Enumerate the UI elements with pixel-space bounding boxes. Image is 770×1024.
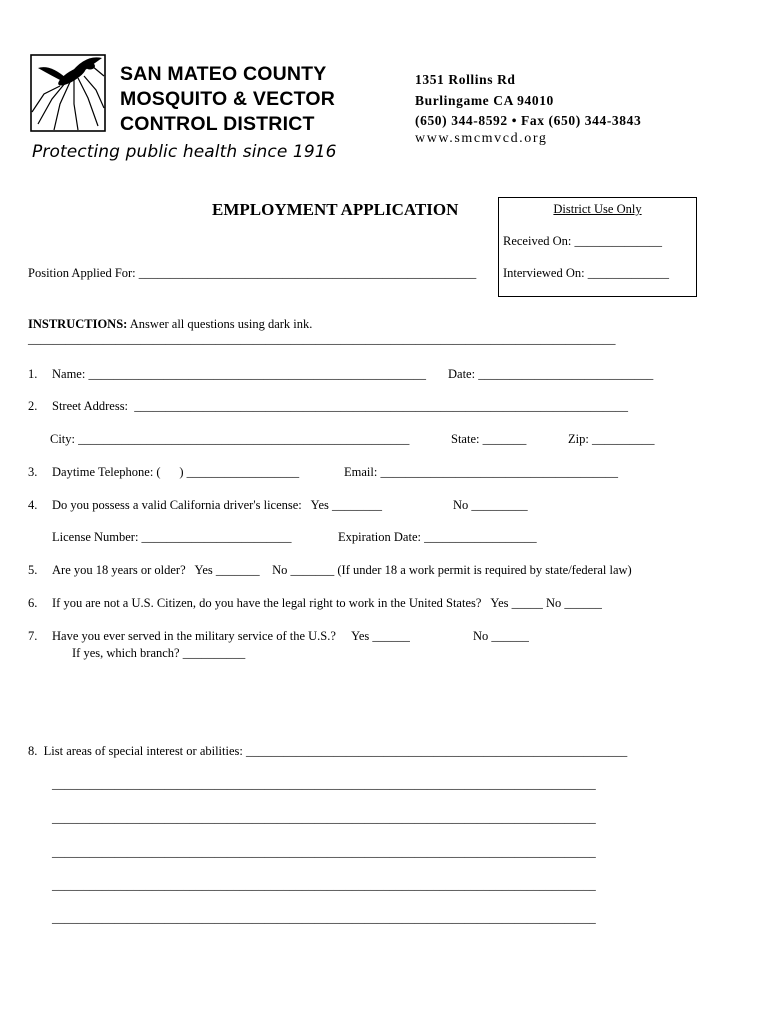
military-service-question[interactable]: Have you ever served in the military service of the U.S.? Yes ______	[52, 629, 410, 643]
q2-number: 2.	[28, 399, 38, 413]
position-applied-field[interactable]: Position Applied For: ______________________________________________________	[28, 266, 477, 280]
license-number-field[interactable]: License Number: ________________________	[52, 530, 292, 544]
q7-number: 7.	[28, 629, 38, 643]
tagline: Protecting public health since 1916	[32, 142, 337, 162]
instructions-text: Answer all questions using dark ink.	[127, 317, 313, 331]
special-interests-field[interactable]: 8. List areas of special interest or abilities: _____________________________________________________________	[28, 744, 628, 758]
district-logo	[30, 54, 106, 132]
address-block	[415, 70, 641, 132]
name-field[interactable]: Name: ______________________________________________________	[52, 367, 426, 381]
instructions-rule: ______________________________________________________________________________________________	[28, 332, 616, 346]
state-field[interactable]: State: _______	[451, 432, 527, 446]
q3-number: 3.	[28, 465, 38, 479]
zip-field[interactable]: Zip: __________	[568, 432, 655, 446]
interviewed-on-field[interactable]: Interviewed On: _____________	[503, 266, 669, 280]
q4-number: 4.	[28, 498, 38, 512]
special-interests-line[interactable]: _______________________________________________________________________________________	[52, 845, 596, 859]
special-interests-line[interactable]: _______________________________________________________________________________________	[52, 811, 596, 825]
street-address-field[interactable]: Street Address: _______________________________________________________________________________	[52, 399, 629, 413]
special-interests-line[interactable]: _______________________________________________________________________________________	[52, 878, 596, 892]
special-interests-line[interactable]: _______________________________________________________________________________________	[52, 777, 596, 791]
received-on-field[interactable]: Received On: ______________	[503, 234, 663, 248]
age-question[interactable]: Are you 18 years or older? Yes _______ No _______ (If under 18 a work permit is required by state/federal law)	[52, 563, 632, 577]
address-phone: (650) 344-8592 • Fax (650) 344-3843	[415, 113, 642, 128]
address-street: 1351 Rollins Rd	[415, 72, 516, 87]
website: www.smcmvcd.org	[415, 131, 548, 146]
q6-number: 6.	[28, 596, 38, 610]
district-use-heading: District Use Only	[553, 202, 642, 216]
org-line-1: SAN MATEO COUNTY	[120, 63, 327, 85]
drivers-license-no-field[interactable]: No _________	[453, 498, 528, 512]
daytime-telephone-field[interactable]: Daytime Telephone: ( ) __________________	[52, 465, 300, 479]
form-title: EMPLOYMENT APPLICATION	[212, 200, 459, 219]
address-city: Burlingame CA 94010	[415, 92, 554, 108]
email-field[interactable]: Email: ______________________________________	[344, 465, 618, 479]
military-branch-field[interactable]: If yes, which branch? __________	[72, 646, 246, 660]
q1-number: 1.	[28, 367, 38, 381]
org-line-2: MOSQUITO & VECTOR	[120, 88, 336, 110]
date-field[interactable]: Date: ____________________________	[448, 367, 654, 381]
special-interests-line[interactable]: _______________________________________________________________________________________	[52, 911, 596, 925]
organization-name	[120, 62, 335, 137]
mosquito-icon	[30, 54, 106, 132]
instructions	[28, 317, 312, 332]
city-field[interactable]: City: _____________________________________________________	[50, 432, 410, 446]
drivers-license-question[interactable]: Do you possess a valid California driver's license: Yes ________	[52, 498, 382, 512]
org-line-3: CONTROL DISTRICT	[120, 113, 315, 135]
military-service-no-field[interactable]: No ______	[473, 629, 529, 643]
q5-number: 5.	[28, 563, 38, 577]
expiration-date-field[interactable]: Expiration Date: __________________	[338, 530, 537, 544]
district-use-box	[498, 197, 697, 297]
work-authorization-question[interactable]: If you are not a U.S. Citizen, do you have the legal right to work in the United States? Yes _____ No ______	[52, 596, 602, 610]
instructions-label: INSTRUCTIONS:	[28, 317, 128, 331]
